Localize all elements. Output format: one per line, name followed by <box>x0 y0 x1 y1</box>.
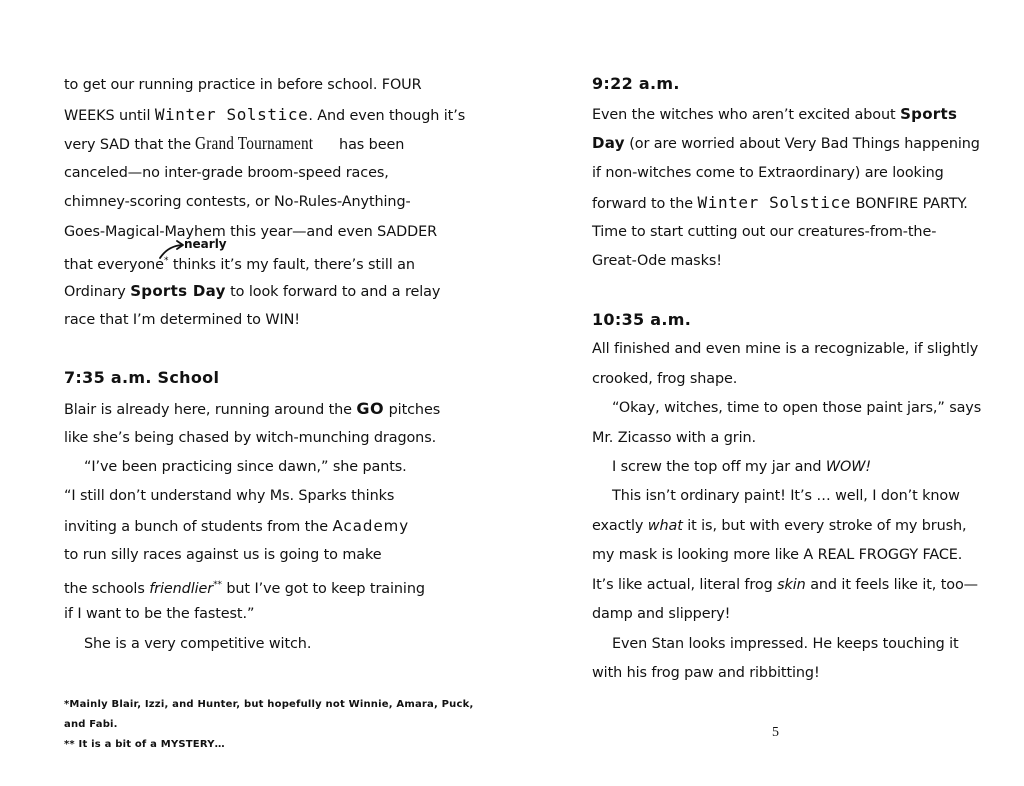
body-line: She is a very competitive witch. <box>84 636 312 652</box>
body-line: Even the witches who aren’t excited about Sports <box>592 105 958 123</box>
sports-day-text: Day <box>592 134 625 152</box>
body-line: Even Stan looks impressed. He keeps touching it <box>612 636 959 652</box>
body-line: Time to start cutting out our creatures-from-the- <box>592 224 937 240</box>
body-line: Goes-Magical-Mayhem this year—and even SADDER <box>64 224 438 240</box>
body-line: inviting a bunch of students from the Academy <box>64 517 410 535</box>
sports-day-text: Sports Day <box>130 282 226 300</box>
body-line: Blair is already here, running around the GO pitches <box>64 399 441 418</box>
body-line: “I’ve been practicing since dawn,” she pants. <box>84 459 407 475</box>
body-line: the schools friendlier** but I’ve got to keep training <box>64 580 425 597</box>
body-line: if I want to be the fastest.” <box>64 606 255 622</box>
left-page <box>64 0 474 786</box>
body-line: “Okay, witches, time to open those paint jars,” says <box>612 400 982 416</box>
sports-day-text: Sports <box>900 105 958 123</box>
winter-solstice-text: Winter Solstice <box>154 105 309 124</box>
winter-solstice-text: Winter Solstice <box>697 193 851 212</box>
body-line: very SAD that the Grand Tournament has been <box>64 129 404 158</box>
body-line: chimney-scoring contests, or No-Rules-Anything- <box>64 194 411 210</box>
body-line: All finished and even mine is a recognizable, if slightly <box>592 341 979 357</box>
body-line: Ordinary Sports Day to look forward to and a relay <box>64 282 441 300</box>
body-line: race that I’m determined to WIN! <box>64 312 300 328</box>
page-number: 5 <box>772 725 779 740</box>
section-heading: 10:35 a.m. <box>592 310 692 329</box>
grand-tournament-text: Grand Tournament <box>195 133 314 153</box>
footnote: ** It is a bit of a MYSTERY… <box>64 739 225 750</box>
body-line: Mr. Zicasso with a grin. <box>592 430 756 446</box>
section-heading: 7:35 a.m. School <box>64 368 220 387</box>
section-heading: 9:22 a.m. <box>592 74 680 93</box>
body-line: like she’s being chased by witch-munching dragons. <box>64 430 437 446</box>
academy-text: Academy <box>332 517 410 535</box>
footnote: and Fabi. <box>64 719 118 730</box>
body-line: WEEKS until Winter Solstice. And even though it’s <box>64 105 466 124</box>
go-text: GO <box>356 399 385 418</box>
body-line: my mask is looking more like A REAL FROGGY FACE. <box>592 547 963 563</box>
body-line: if non-witches come to Extraordinary) are looking <box>592 165 944 181</box>
body-line: Day (or are worried about Very Bad Things happening <box>592 134 980 152</box>
body-line: Great-Ode masks! <box>592 253 722 269</box>
handwritten-insertion-nearly: nearly <box>184 237 227 251</box>
body-line: forward to the Winter Solstice BONFIRE PARTY. <box>592 193 968 212</box>
footnote: *Mainly Blair, Izzi, and Hunter, but hopefully not Winnie, Amara, Puck, <box>64 699 474 710</box>
body-line: I screw the top off my jar and WOW! <box>612 459 872 475</box>
body-line: with his frog paw and ribbitting! <box>592 665 820 681</box>
body-line: crooked, frog shape. <box>592 371 738 387</box>
body-line: canceled—no inter-grade broom-speed races, <box>64 165 389 181</box>
body-line: exactly what it is, but with every stroke of my brush, <box>592 518 967 534</box>
body-line: This isn’t ordinary paint! It’s … well, I don’t know <box>612 488 960 504</box>
body-line: to get our running practice in before school. FOUR <box>64 77 422 93</box>
right-page <box>592 0 982 786</box>
body-line: to run silly races against us is going to make <box>64 547 382 563</box>
body-line: damp and slippery! <box>592 606 731 622</box>
body-line: It’s like actual, literal frog skin and it feels like it, too— <box>592 577 978 593</box>
body-line: that everyone* thinks it’s my fault, there’s still an <box>64 256 415 273</box>
body-line: “I still don’t understand why Ms. Sparks thinks <box>64 488 395 504</box>
